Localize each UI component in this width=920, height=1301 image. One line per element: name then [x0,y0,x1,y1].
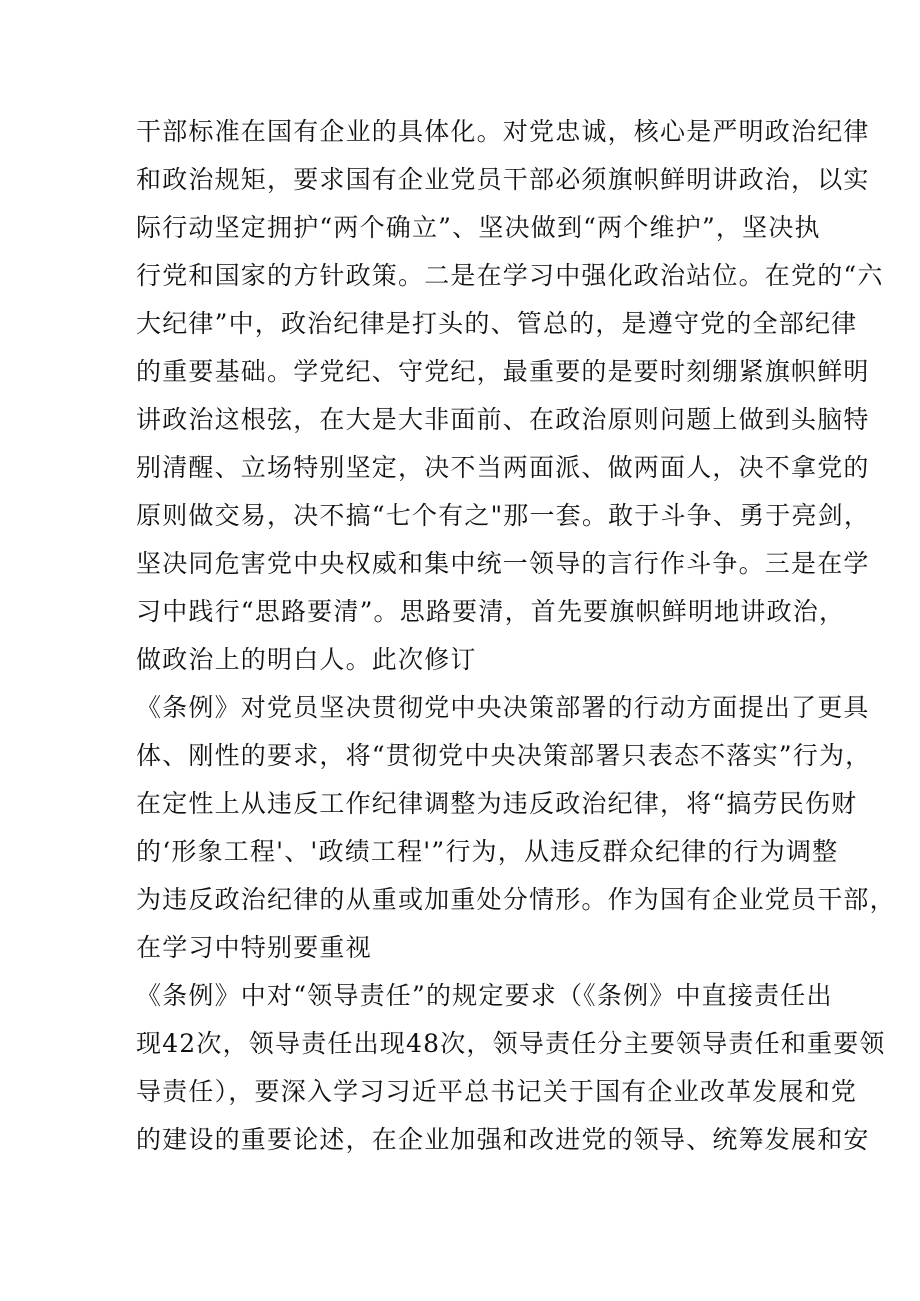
text-line: 讲政治这根弦，在大是大非面前、在政治原则问题上做到头脑特 [136,405,870,434]
text-line: 别清醒、立场特别坚定，决不当两面派、做两面人，决不拿党的 [136,453,870,482]
text-line: 大纪律”中，政治纪律是打头的、管总的，是遵守党的全部纪律 [136,309,858,338]
text-line: 的‘形象工程'、'政绩工程'”行为，从违反群众纪律的行为调整 [136,837,839,866]
text-line: 原则做交易，决不搞“七个有之"那一套。敢于斗争、勇于亮剑， [136,501,871,530]
text-line: 的重要基础。学党纪、守党纪，最重要的是要时刻绷紧旗帜鲜明 [136,357,870,386]
text-line: 《条例》对党员坚决贯彻党中央决策部署的行动方面提出了更具 [136,693,870,722]
text-line: 的建设的重要论述，在企业加强和改进党的领导、统筹发展和安 [136,1125,870,1154]
text-line: 际行动坚定拥护“两个确立”、坚决做到“两个维护”，坚决执 [136,213,821,242]
paragraph-3 [136,972,886,1164]
text-line: 和政治规矩，要求国有企业党员干部必须旗帜鲜明讲政治，以实 [136,165,870,194]
text-line: 现42次，领导责任出现48次，领导责任分主要领导责任和重要领 [136,1029,886,1058]
paragraph-2 [136,684,896,972]
text-line: 干部标准在国有企业的具体化。对党忠诚，核心是严明政治纪律 [136,117,870,146]
text-line: 《条例》中对“领导责任”的规定要求（《条例》中直接责任出 [136,981,833,1010]
text-line: 在定性上从违反工作纪律调整为违反政治纪律，将“搞劳民伤财 [136,789,858,818]
paragraph-1 [136,108,884,684]
text-line: 导责任），要深入学习习近平总书记关于国有企业改革发展和党 [136,1077,858,1106]
text-line: 体、刚性的要求，将“贯彻党中央决策部署只表态不落实”行为， [136,741,872,770]
text-line: 为违反政治纪律的从重或加重处分情形。作为国有企业党员干部， [136,885,896,914]
text-line: 做政治上的明白人。此次修订 [136,645,477,674]
text-line: 在学习中特别要重视 [136,933,372,962]
text-line: 坚决同危害党中央权威和集中统一领导的言行作斗争。三是在学 [136,549,870,578]
text-line: 习中践行“思路要清”。思路要清，首先要旗帜鲜明地讲政治， [136,597,846,626]
text-line: 行党和国家的方针政策。二是在学习中强化政治站位。在党的“六 [136,261,884,290]
